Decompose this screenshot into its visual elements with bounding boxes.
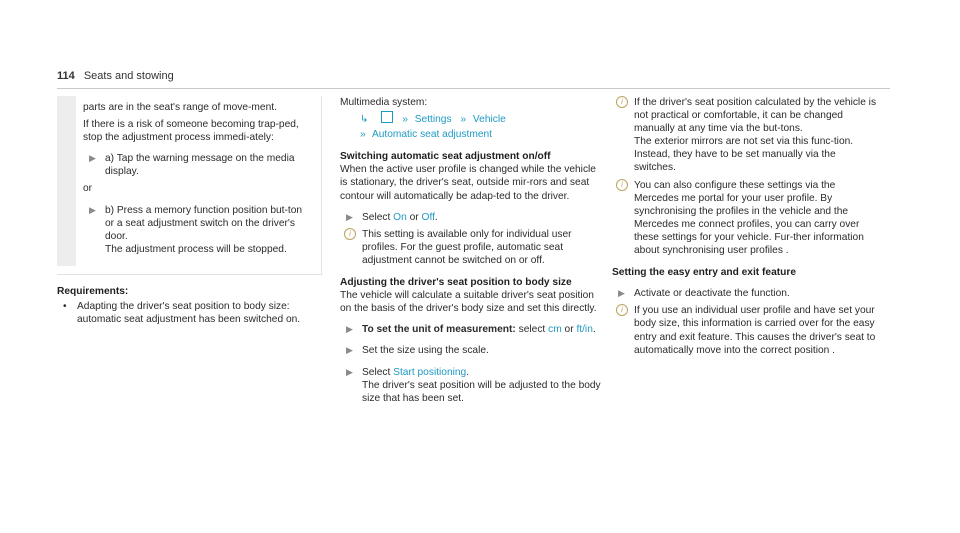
- requirement-text: Adapting the driver's seat position to body size: automatic seat adjustment has been switched on.: [77, 301, 301, 326]
- nav-settings: Settings: [414, 114, 452, 126]
- nav-path: [360, 111, 605, 141]
- step-b-text: b) Press a memory function position but-ton or a seat adjustment switch on the driver's door.: [105, 204, 303, 242]
- step-a: [83, 152, 309, 178]
- heading-easy-entry: Setting the easy entry and exit feature: [612, 267, 796, 279]
- unit-cm: cm: [548, 324, 562, 336]
- nav-vehicle: Vehicle: [472, 114, 506, 126]
- step-a-text: a) Tap the warning message on the media display.: [105, 153, 295, 178]
- nav-row-1: [360, 111, 605, 126]
- start-positioning: Start positioning: [393, 366, 467, 378]
- nav-row-2: [360, 128, 605, 141]
- info-icon: i: [616, 96, 628, 108]
- warning-box-bar: [57, 96, 76, 266]
- nav-double-arrow-icon: »: [360, 129, 366, 141]
- info-mercedes-me: [612, 179, 877, 258]
- info-mercedes-me-text: You can also configure these settings via the Mercedes me portal for your user profile. By synchronising the profiles in the vehicle and the Mercedes me connect profiles, you can carry over these settings for your vehicle. Fur-ther information about synchronising user profiles .: [634, 179, 864, 257]
- multimedia-label: Multimedia system:: [340, 97, 428, 108]
- nav-automatic-seat: Automatic seat adjustment: [371, 129, 492, 141]
- step-unit: ▶ To set the unit of measurement: select cm or ft/in.: [346, 324, 596, 336]
- unit-select-word: select: [518, 324, 546, 336]
- step-activate: [612, 287, 877, 300]
- nav-double-arrow-icon: »: [460, 114, 467, 126]
- or-word: or: [564, 324, 574, 336]
- home-icon: [381, 111, 393, 123]
- info-icon: i: [616, 179, 628, 191]
- or-word: or: [409, 211, 419, 223]
- switching-text: When the active user profile is changed while the vehicle is stationary, the driver's seat, outside mir-rors and seat contour will automatically be adap-ted to the driver.: [340, 164, 596, 202]
- section-title: Seats and stowing: [83, 70, 174, 82]
- step-arrow-icon: ▶: [346, 345, 353, 356]
- step-arrow-icon: ▶: [89, 204, 96, 215]
- nav-double-arrow-icon: »: [402, 114, 408, 126]
- nav-entry-arrow-icon: ↳: [360, 114, 369, 126]
- select-word: Select: [362, 211, 391, 223]
- warning-box-content: [57, 96, 321, 266]
- info-guest-profile: [340, 228, 605, 267]
- info-body-size: [612, 304, 877, 356]
- column-left: [57, 96, 322, 328]
- header-rule: [57, 88, 890, 89]
- info-calculated-position: [612, 96, 877, 175]
- info-body-size-text: If you use an individual user profile and have set your body size, this information is carried over for the easy entry and exit feature. This causes the driver's seat to automatically move into the correct position .: [634, 305, 876, 356]
- info-guest-text: This setting is available only for individual user profiles. For the guest profile, automatic seat adjustment cannot be switched on or off.: [362, 228, 572, 266]
- info-icon: i: [344, 228, 356, 240]
- info-icon: i: [616, 304, 628, 316]
- unit-ftin: ft/in: [576, 324, 593, 336]
- bullet-icon: •: [63, 301, 67, 313]
- activate-text: Activate or deactivate the function.: [634, 288, 790, 300]
- step-arrow-icon: ▶: [618, 288, 625, 299]
- start-note: The driver's seat position will be adjusted to the body size that has been set.: [362, 379, 601, 404]
- step-b: [83, 204, 309, 256]
- heading-switching: Switching automatic seat adjustment on/off: [340, 151, 551, 163]
- warning-text: parts are in the seat's range of move-ment.: [83, 102, 277, 113]
- step-start: ▶ Select Start positioning. The driver's seat position will be adjusted to the body size that has been set.: [346, 366, 601, 404]
- warning-box: [57, 96, 322, 275]
- start-select-word: Select: [362, 366, 391, 378]
- column-middle: [340, 96, 605, 409]
- size-text: Set the size using the scale.: [362, 345, 489, 357]
- info-calculated-text: If the driver's seat position calculated by the vehicle is not practical or comfortable, it can be changed manually at any time via the but-tons.: [634, 97, 877, 135]
- step-arrow-icon: ▶: [346, 211, 353, 222]
- column-right: [612, 96, 877, 361]
- step-arrow-icon: ▶: [346, 366, 353, 377]
- adjusting-text: The vehicle will calculate a suitable driver's seat position on the basis of the driver's body size and set this directly.: [340, 290, 597, 315]
- requirement-item: [57, 300, 322, 326]
- heading-adjusting: Adjusting the driver's seat position to body size: [340, 277, 572, 289]
- step-arrow-icon: ▶: [346, 324, 353, 335]
- or-text: or: [83, 183, 93, 195]
- option-off: Off: [421, 211, 435, 223]
- step-size: [340, 344, 605, 357]
- step-arrow-icon: ▶: [89, 153, 96, 164]
- step-select-on-off: ▶ Select On or Off.: [346, 211, 438, 223]
- info-mirrors-text: The exterior mirrors are not set via this func-tion. Instead, they have to be set manually via the switches.: [634, 136, 854, 174]
- step-b-note: The adjustment process will be stopped.: [105, 243, 287, 255]
- page-number: 114: [57, 70, 75, 82]
- option-on: On: [393, 211, 407, 223]
- risk-text: If there is a risk of someone becoming trap-ped, stop the adjustment process immedi-ately:: [83, 119, 299, 144]
- page-header: [57, 70, 174, 82]
- requirements-heading: Requirements:: [57, 285, 129, 297]
- unit-label: To set the unit of measurement:: [362, 324, 516, 336]
